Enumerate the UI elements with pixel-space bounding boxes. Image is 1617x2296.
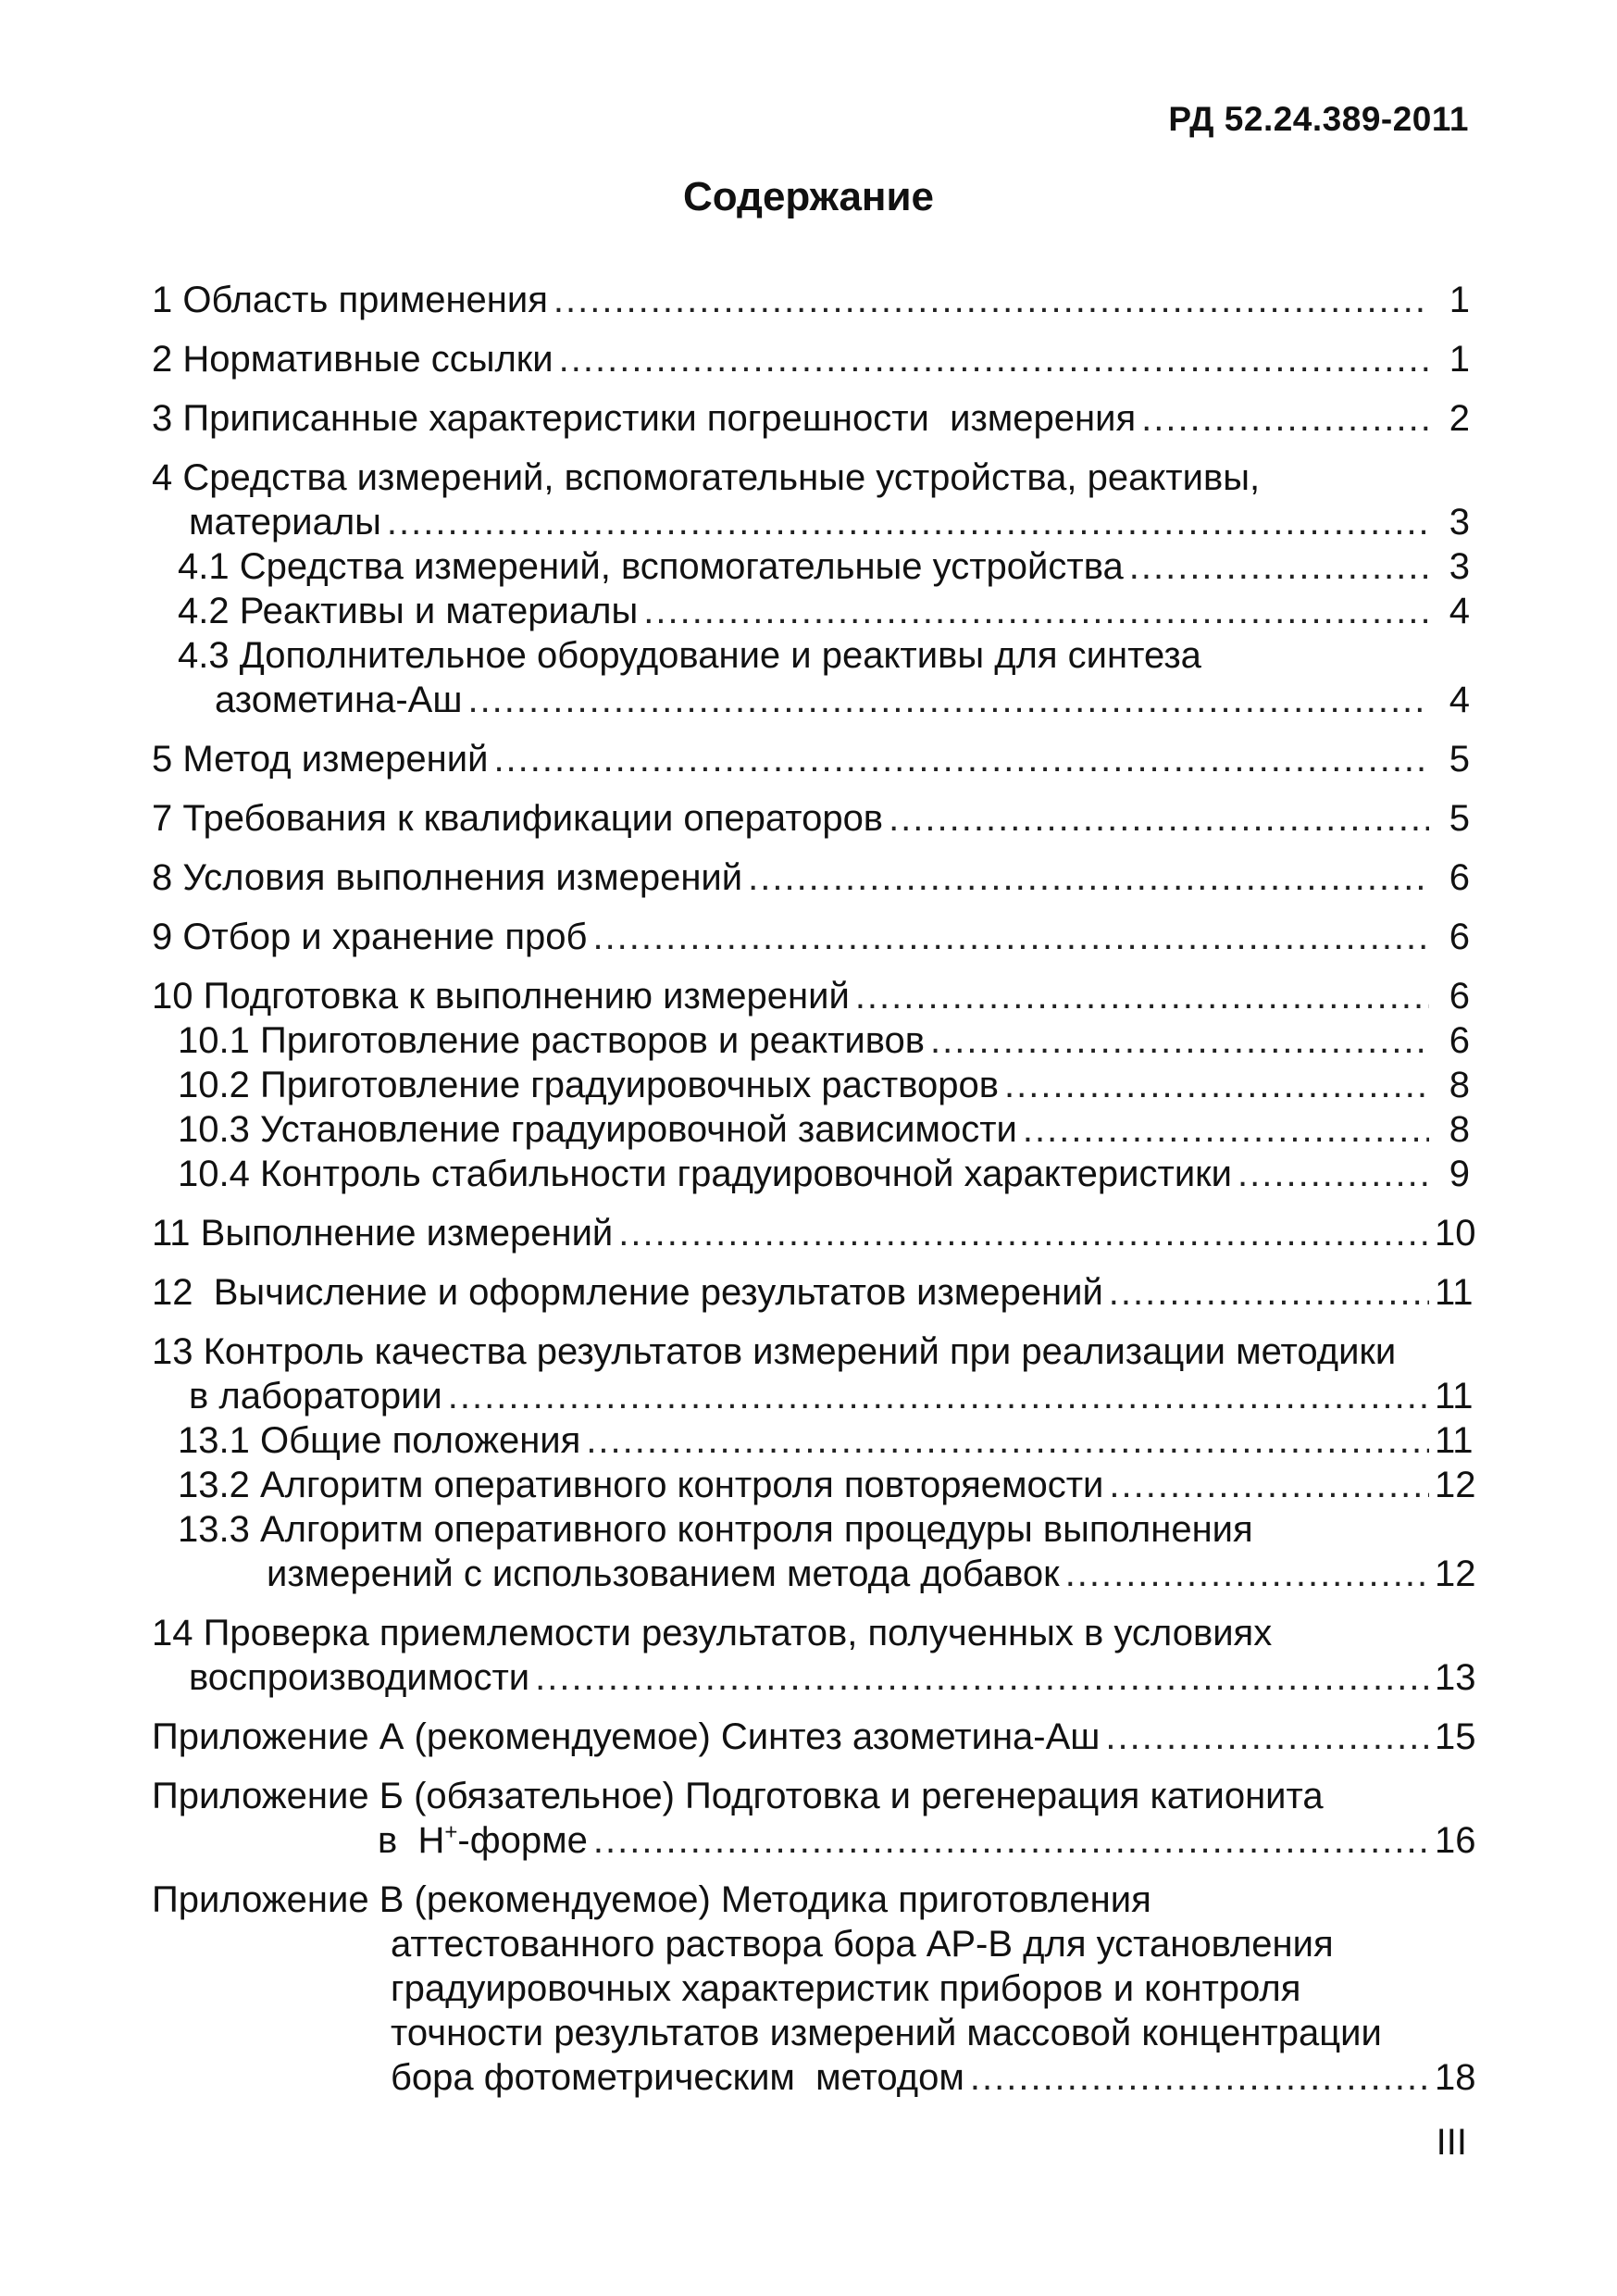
toc-entry[interactable] <box>152 455 1470 544</box>
toc-entry-title: 4.3 Дополнительное оборудование и реактивы для синтеза <box>178 635 1201 676</box>
toc-entry-title-cont: бора фотометрическим методом <box>391 2057 964 2098</box>
toc-page-number: 12 <box>1435 1465 1476 1505</box>
toc-page-number: 4 <box>1449 591 1470 631</box>
toc-page-number: 1 <box>1449 280 1470 320</box>
toc-entry-title: 4.1 Средства измерений, вспомогательные устройства <box>178 546 1124 587</box>
leader-dots <box>593 1818 1429 1863</box>
toc-page-number: 2 <box>1449 398 1470 439</box>
toc-entry-appendix-b[interactable] <box>152 1774 1476 1863</box>
leader-dots <box>855 974 1429 1018</box>
leader-dots <box>1105 1715 1429 1759</box>
toc-entry[interactable] <box>152 1418 1474 1463</box>
toc-page-number: 18 <box>1435 2057 1476 2098</box>
toc-entry[interactable] <box>152 1211 1476 1255</box>
page-number: III <box>1436 2122 1467 2163</box>
leader-dots <box>592 915 1429 959</box>
toc-entry-title: 4 Средства измерений, вспомогательные устройства, реактивы, <box>152 457 1261 498</box>
toc-entry-title: 2 Нормативные ссылки <box>152 339 554 380</box>
toc-page-number: 3 <box>1449 546 1470 587</box>
toc-entry-title: 10.1 Приготовление растворов и реактивов <box>178 1020 926 1061</box>
table-of-contents <box>152 278 1476 2100</box>
toc-entry-title: 7 Требования к квалификации операторов <box>152 798 884 839</box>
toc-entry-title: 10.3 Установление градуировочной зависимости <box>178 1109 1017 1150</box>
leader-dots <box>1023 1107 1429 1152</box>
leader-dots <box>1238 1152 1429 1196</box>
toc-entry-title: 12 Вычисление и оформление результатов измерений <box>152 1272 1103 1313</box>
toc-entry-title: Приложение В (рекомендуемое) Методика приготовления <box>152 1879 1151 1920</box>
toc-entry[interactable] <box>152 796 1470 841</box>
leader-dots <box>970 2055 1429 2100</box>
leader-dots <box>493 737 1429 781</box>
toc-entry[interactable] <box>152 1107 1470 1152</box>
toc-entry-appendix-a[interactable] <box>152 1715 1476 1759</box>
leader-dots <box>618 1211 1429 1255</box>
toc-page-number: 3 <box>1449 502 1470 543</box>
leader-dots <box>643 589 1429 633</box>
toc-entry-title-cont: точности результатов измерений массовой концентрации <box>391 2013 1382 2053</box>
toc-page-number: 5 <box>1449 798 1470 839</box>
leader-dots <box>748 855 1429 900</box>
toc-entry[interactable] <box>152 1152 1470 1196</box>
toc-entry-title: 10.4 Контроль стабильности градуировочной характеристики <box>178 1154 1233 1194</box>
toc-page-number: 11 <box>1435 1376 1474 1416</box>
toc-page-number: 5 <box>1449 739 1470 780</box>
toc-entry-appendix-v[interactable] <box>152 1878 1476 2100</box>
toc-entry-title: 4.2 Реактивы и материалы <box>178 591 639 631</box>
toc-page-number: 8 <box>1449 1065 1470 1105</box>
toc-entry-title-cont: в лаборатории <box>189 1376 442 1416</box>
leader-dots <box>559 337 1429 381</box>
toc-entry-title: 13.2 Алгоритм оперативного контроля повторяемости <box>178 1465 1104 1505</box>
toc-entry-title: 3 Приписанные характеристики погрешности измерения <box>152 398 1137 439</box>
leader-dots <box>1065 1552 1429 1596</box>
toc-page-number: 6 <box>1449 917 1470 957</box>
toc-entry-title-cont: в H+-форме <box>378 1819 588 1861</box>
toc-entry-title: 11 Выполнение измерений <box>152 1213 614 1254</box>
toc-entry-title: 13 Контроль качества результатов измерений при реализации методики <box>152 1331 1397 1372</box>
leader-dots <box>586 1418 1429 1463</box>
toc-entry-title: 13.3 Алгоритм оперативного контроля процедуры выполнения <box>178 1509 1253 1550</box>
toc-entry-title-cont: градуировочных характеристик приборов и контроля <box>391 1968 1301 2009</box>
leader-dots <box>1109 1463 1429 1507</box>
toc-entry[interactable] <box>152 337 1470 381</box>
toc-entry[interactable] <box>152 1463 1476 1507</box>
toc-entry[interactable] <box>152 1018 1470 1063</box>
toc-page-number: 12 <box>1435 1554 1476 1594</box>
toc-page-number: 10 <box>1435 1213 1476 1254</box>
toc-entry[interactable] <box>152 974 1470 1018</box>
toc-entry-title: 5 Метод измерений <box>152 739 489 780</box>
leader-dots <box>387 500 1429 544</box>
toc-page-number: 11 <box>1435 1420 1474 1461</box>
toc-page-number: 13 <box>1435 1657 1476 1698</box>
toc-entry[interactable] <box>152 1611 1476 1700</box>
toc-entry-title: Приложение Б (обязательное) Подготовка и регенерация катионита <box>152 1776 1324 1816</box>
toc-page-number: 8 <box>1449 1109 1470 1150</box>
toc-entry-title-cont: материалы <box>189 502 381 543</box>
toc-page-number: 4 <box>1449 680 1470 720</box>
leader-dots <box>1129 544 1429 589</box>
toc-entry-title-cont: воспроизводимости <box>189 1657 530 1698</box>
toc-entry-title: 1 Область применения <box>152 280 548 320</box>
leader-dots <box>1141 396 1429 441</box>
toc-entry[interactable] <box>152 1329 1474 1418</box>
toc-entry-title: 8 Условия выполнения измерений <box>152 857 743 898</box>
leader-dots <box>554 278 1429 322</box>
toc-entry[interactable] <box>152 1270 1474 1315</box>
toc-entry[interactable] <box>152 915 1470 959</box>
leader-dots <box>1109 1270 1429 1315</box>
toc-page-number: 9 <box>1449 1154 1470 1194</box>
toc-page-number: 16 <box>1435 1820 1476 1861</box>
toc-entry-title: 9 Отбор и хранение проб <box>152 917 588 957</box>
toc-page-number: 15 <box>1435 1716 1476 1757</box>
toc-entry[interactable] <box>152 589 1470 633</box>
leader-dots <box>535 1655 1429 1700</box>
toc-entry[interactable] <box>152 855 1470 900</box>
leader-dots <box>1004 1063 1429 1107</box>
toc-entry-title-cont: измерений с использованием метода добавок <box>267 1554 1060 1594</box>
document-code: РД 52.24.389-2011 <box>1168 100 1469 138</box>
toc-entry[interactable] <box>152 1507 1476 1596</box>
toc-entry-title: 13.1 Общие положения <box>178 1420 581 1461</box>
toc-page-number: 1 <box>1449 339 1470 380</box>
toc-entry[interactable] <box>152 737 1470 781</box>
toc-entry[interactable] <box>152 396 1470 441</box>
toc-entry-title-cont: азометина-Аш <box>215 680 463 720</box>
toc-entry-title: 14 Проверка приемлемости результатов, полученных в условиях <box>152 1613 1273 1653</box>
toc-entry-title: 10 Подготовка к выполнению измерений <box>152 976 850 1017</box>
toc-page-number: 6 <box>1449 857 1470 898</box>
toc-entry[interactable] <box>152 633 1470 722</box>
leader-dots <box>930 1018 1429 1063</box>
toc-entry[interactable] <box>152 544 1470 589</box>
toc-entry-title: Приложение А (рекомендуемое) Синтез азометина-Аш <box>152 1716 1101 1757</box>
toc-entry[interactable] <box>152 278 1470 322</box>
toc-entry-title-cont: аттестованного раствора бора АР-В для установления <box>391 1924 1334 1965</box>
leader-dots <box>889 796 1429 841</box>
toc-entry-title: 10.2 Приготовление градуировочных растворов <box>178 1065 1000 1105</box>
page-title: Содержание <box>682 174 935 219</box>
toc-entry[interactable] <box>152 1063 1470 1107</box>
leader-dots <box>448 1374 1429 1418</box>
toc-page-number: 6 <box>1449 976 1470 1017</box>
toc-page-number: 11 <box>1435 1272 1474 1313</box>
leader-dots <box>467 678 1429 722</box>
toc-page-number: 6 <box>1449 1020 1470 1061</box>
